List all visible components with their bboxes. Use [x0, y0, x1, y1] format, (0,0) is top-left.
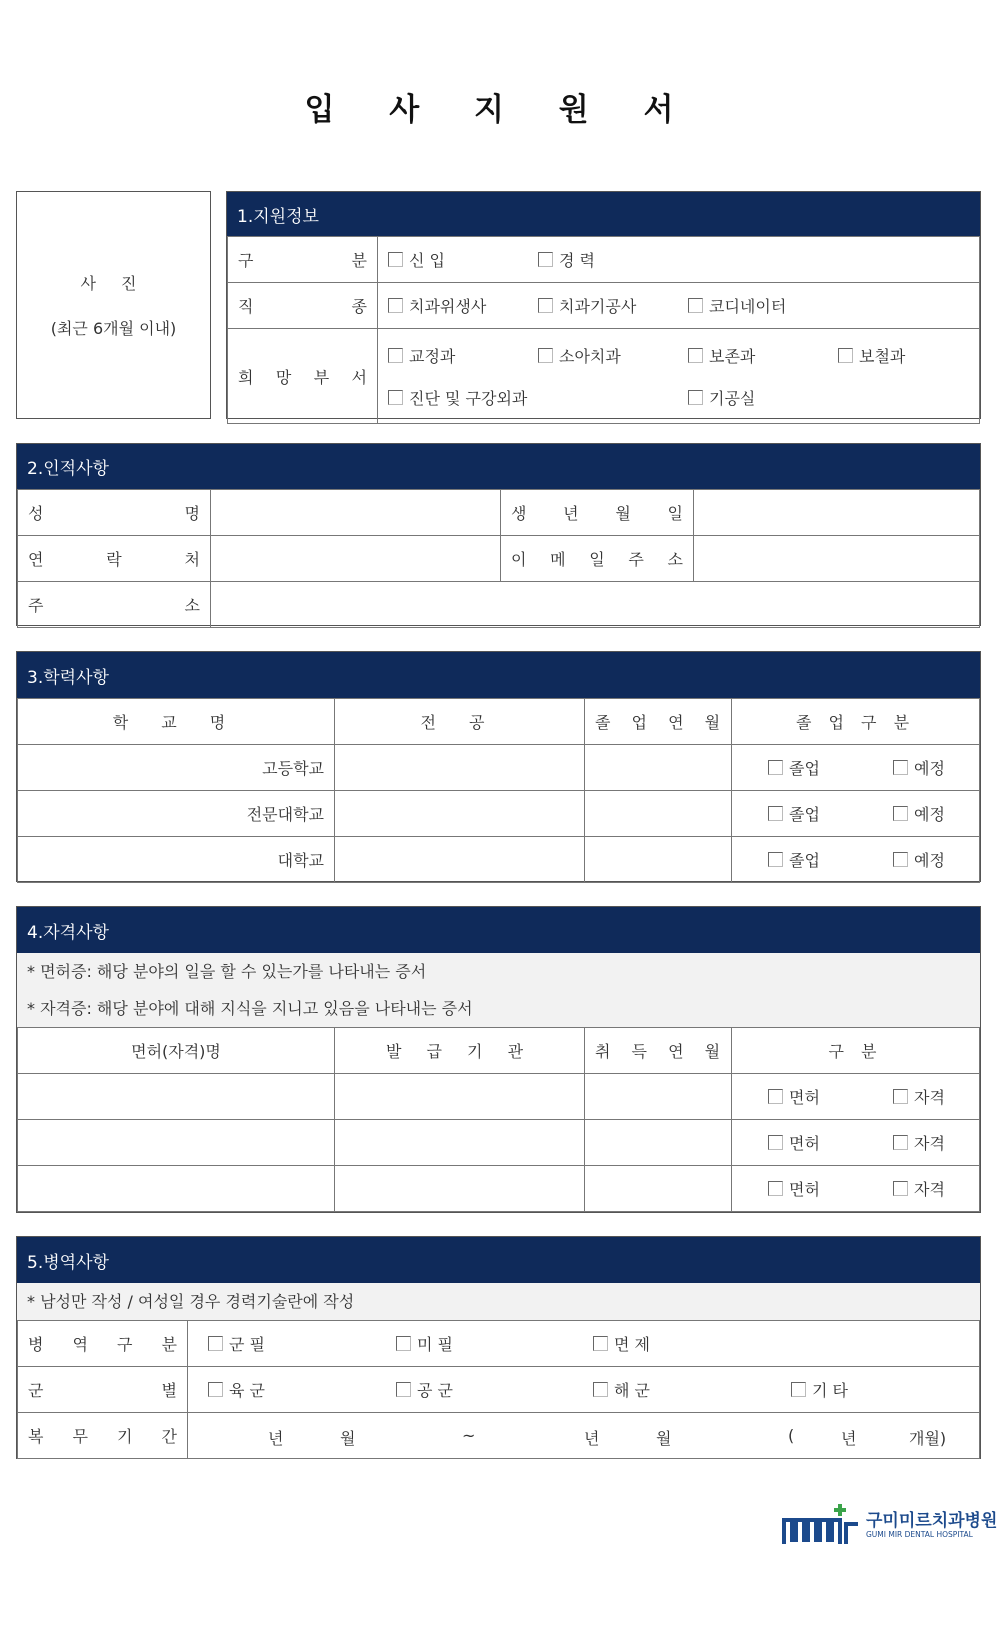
name-field[interactable]	[211, 490, 501, 536]
period-field[interactable]: 년 월 ~ 년 월 ( 년 개월)	[188, 1413, 980, 1459]
acquired-date-field[interactable]	[585, 1074, 732, 1120]
checkbox[interactable]	[538, 348, 553, 363]
issuer-field[interactable]	[335, 1074, 585, 1120]
option-graduated[interactable]: 졸업	[768, 848, 893, 871]
license-name-field[interactable]	[18, 1120, 335, 1166]
option-graduated[interactable]: 졸업	[768, 756, 893, 779]
option-prosthodontics[interactable]: 보철과	[838, 336, 905, 378]
email-field[interactable]	[694, 536, 980, 582]
checkbox[interactable]	[791, 1382, 806, 1397]
option-experienced[interactable]: 경 력	[538, 248, 595, 271]
option-completed[interactable]: 군 필	[208, 1332, 396, 1355]
contact-field[interactable]	[211, 536, 501, 582]
option-navy[interactable]: 해 군	[593, 1378, 791, 1401]
photo-box[interactable]	[16, 191, 211, 419]
section3-header: 3.학력사항	[17, 652, 980, 698]
option-expected[interactable]: 예정	[893, 848, 945, 871]
checkbox[interactable]	[768, 1135, 783, 1150]
major-field[interactable]	[335, 791, 585, 837]
table-row	[18, 1166, 980, 1212]
checkbox[interactable]	[893, 806, 908, 821]
checkbox[interactable]	[593, 1336, 608, 1351]
option-not-completed[interactable]: 미 필	[396, 1332, 593, 1355]
checkbox[interactable]	[688, 390, 703, 405]
checkbox[interactable]	[388, 390, 403, 405]
option-license[interactable]: 면허	[768, 1131, 893, 1154]
option-pediatric[interactable]: 소아치과	[538, 336, 688, 378]
military-note: * 남성만 작성 / 여성일 경우 경력기술란에 작성	[17, 1283, 980, 1320]
option-certificate[interactable]: 자격	[893, 1085, 945, 1108]
table-row	[18, 1120, 980, 1166]
option-certificate[interactable]: 자격	[893, 1177, 945, 1200]
note-certificate: * 자격증: 해당 분야에 대해 지식을 지니고 있음을 나타내는 증서	[27, 999, 473, 1018]
checkbox[interactable]	[388, 252, 403, 267]
license-name-field[interactable]	[18, 1166, 335, 1212]
checkbox[interactable]	[768, 852, 783, 867]
school-college: 전문대학교	[18, 791, 335, 837]
option-lab[interactable]: 기공실	[688, 378, 755, 420]
checkbox[interactable]	[538, 298, 553, 313]
col-acquired-date: 취 득 연 월	[585, 1028, 732, 1074]
col-grad-date: 졸 업 연 월	[585, 699, 732, 745]
name-label: 성 명	[18, 490, 211, 536]
logo-mark-icon	[780, 1502, 862, 1548]
section4-header: 4.자격사항	[17, 907, 980, 953]
address-label: 주 소	[18, 582, 211, 628]
logo-subtitle: GUMI MIR DENTAL HOSPITAL	[866, 1530, 973, 1539]
checkbox[interactable]	[688, 348, 703, 363]
photo-label: 사 진	[80, 274, 147, 293]
school-high: 고등학교	[18, 745, 335, 791]
note-license: * 면허증: 해당 분야의 일을 할 수 있는가를 나타내는 증서	[27, 962, 427, 981]
section-licenses	[16, 906, 981, 1213]
job-type-label: 직 종	[228, 283, 378, 329]
col-type: 구 분	[732, 1028, 980, 1074]
option-orthodontics[interactable]: 교정과	[388, 336, 538, 378]
period-label: 복 무 기 간	[18, 1413, 188, 1459]
col-major: 전 공	[335, 699, 585, 745]
checkbox[interactable]	[538, 252, 553, 267]
grad-date-field[interactable]	[585, 837, 732, 883]
checkbox[interactable]	[388, 348, 403, 363]
table-row	[18, 837, 980, 883]
job-type-options	[378, 283, 980, 329]
checkbox[interactable]	[893, 1135, 908, 1150]
checkbox[interactable]	[208, 1382, 223, 1397]
col-grad-status: 졸 업 구 분	[732, 699, 980, 745]
school-university: 대학교	[18, 837, 335, 883]
issuer-field[interactable]	[335, 1166, 585, 1212]
option-license[interactable]: 면허	[768, 1177, 893, 1200]
grad-date-field[interactable]	[585, 745, 732, 791]
license-name-field[interactable]	[18, 1074, 335, 1120]
section2-header: 2.인적사항	[17, 444, 980, 489]
department-options	[378, 329, 980, 424]
section-personal-info	[16, 443, 981, 626]
checkbox[interactable]	[768, 760, 783, 775]
acquired-date-field[interactable]	[585, 1120, 732, 1166]
option-army[interactable]: 육 군	[208, 1378, 396, 1401]
contact-label: 연 락 처	[18, 536, 211, 582]
option-oral-surgery[interactable]: 진단 및 구강외과	[388, 378, 688, 420]
option-hygienist[interactable]: 치과위생사	[388, 294, 538, 317]
issuer-field[interactable]	[335, 1120, 585, 1166]
photo-note: (최근 6개월 이내)	[50, 319, 177, 338]
option-coordinator[interactable]: 코디네이터	[688, 294, 786, 317]
page-title: 입 사 지 원 서	[304, 92, 696, 128]
table-row	[18, 745, 980, 791]
section-military	[16, 1236, 981, 1459]
email-label: 이 메 일 주 소	[501, 536, 694, 582]
category-label: 구 분	[228, 237, 378, 283]
table-row	[18, 1074, 980, 1120]
grad-date-field[interactable]	[585, 791, 732, 837]
option-graduated[interactable]: 졸업	[768, 802, 893, 825]
option-certificate[interactable]: 자격	[893, 1131, 945, 1154]
logo-name: 구미미르치과병원	[866, 1511, 998, 1531]
checkbox[interactable]	[396, 1336, 411, 1351]
option-license[interactable]: 면허	[768, 1085, 893, 1108]
checkbox[interactable]	[893, 1089, 908, 1104]
acquired-date-field[interactable]	[585, 1166, 732, 1212]
option-other[interactable]: 기 타	[791, 1378, 848, 1401]
option-air-force[interactable]: 공 군	[396, 1378, 593, 1401]
section5-header: 5.병역사항	[17, 1237, 980, 1283]
checkbox[interactable]	[396, 1382, 411, 1397]
option-exempt[interactable]: 면 제	[593, 1332, 650, 1355]
section-applicant-info	[226, 191, 981, 419]
major-field[interactable]	[335, 745, 585, 791]
option-technician[interactable]: 치과기공사	[538, 294, 688, 317]
option-conservative[interactable]: 보존과	[688, 336, 838, 378]
col-license-name: 면허(자격)명	[18, 1028, 335, 1074]
birth-field[interactable]	[694, 490, 980, 536]
col-school: 학 교 명	[18, 699, 335, 745]
checkbox[interactable]	[388, 298, 403, 313]
address-field[interactable]	[211, 582, 980, 628]
option-expected[interactable]: 예정	[893, 802, 945, 825]
table-row	[18, 791, 980, 837]
branch-label: 군 별	[18, 1367, 188, 1413]
checkbox[interactable]	[688, 298, 703, 313]
checkbox[interactable]	[768, 1181, 783, 1196]
col-issuer: 발 급 기 관	[335, 1028, 585, 1074]
category-options	[378, 237, 980, 283]
checkbox[interactable]	[893, 1181, 908, 1196]
checkbox[interactable]	[893, 852, 908, 867]
checkbox[interactable]	[593, 1382, 608, 1397]
major-field[interactable]	[335, 837, 585, 883]
checkbox[interactable]	[208, 1336, 223, 1351]
hospital-logo	[780, 1500, 998, 1550]
checkbox[interactable]	[768, 806, 783, 821]
department-label: 희 망 부 서	[228, 329, 378, 424]
birth-label: 생 년 월 일	[501, 490, 694, 536]
section-education	[16, 651, 981, 882]
option-expected[interactable]: 예정	[893, 756, 945, 779]
license-notes	[17, 953, 980, 1027]
option-new[interactable]: 신 입	[388, 248, 538, 271]
section1-header: 1.지원정보	[227, 192, 980, 236]
service-label: 병 역 구 분	[18, 1321, 188, 1367]
checkbox[interactable]	[838, 348, 853, 363]
checkbox[interactable]	[768, 1089, 783, 1104]
checkbox[interactable]	[893, 760, 908, 775]
